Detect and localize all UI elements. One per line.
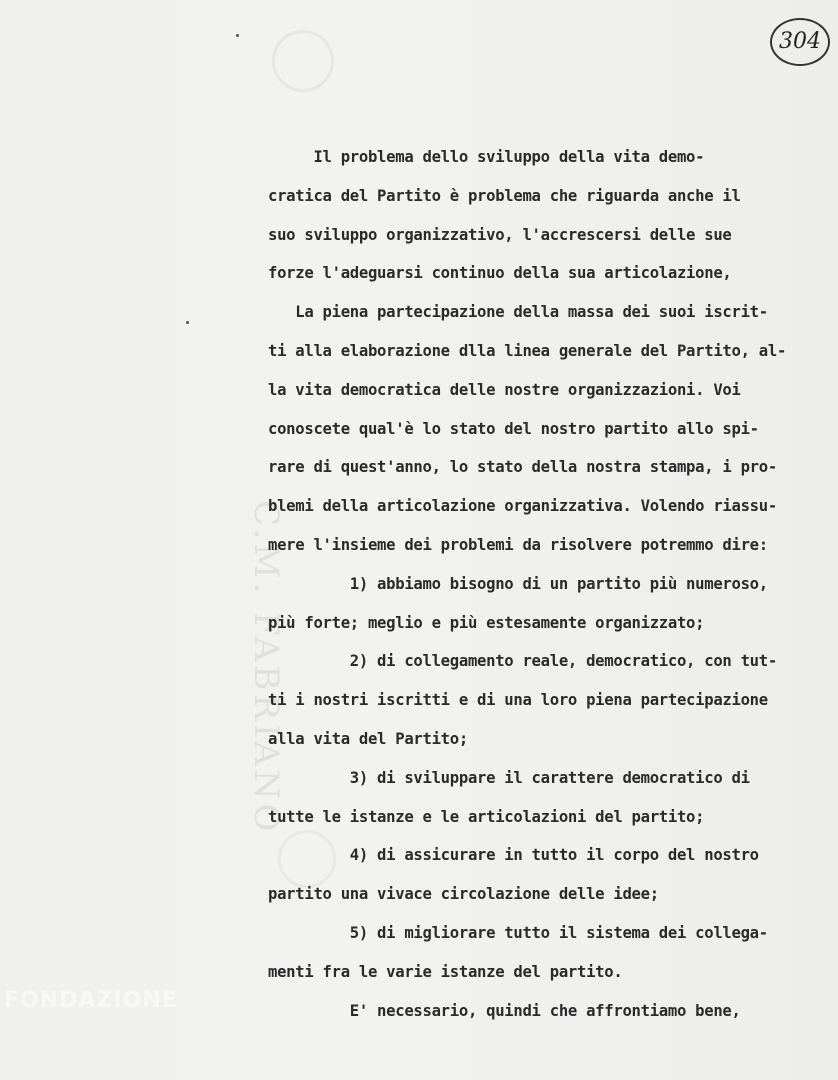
text-line: rare di quest'anno, lo stato della nostra stampa, i pro-: [268, 458, 777, 477]
text-line: ti i nostri iscritti e di una loro piena partecipazione: [268, 691, 768, 710]
text-line: alla vita del Partito;: [268, 729, 468, 748]
text-line: conoscete qual'è lo stato del nostro partito allo spi-: [268, 419, 759, 438]
text-line: 2) di collegamento reale, democratico, con tut-: [268, 652, 777, 671]
text-line: cratica del Partito è problema che riguarda anche il: [268, 186, 741, 205]
handwritten-page-number: 304: [770, 18, 830, 66]
text-line: 3) di sviluppare il carattere democratico di: [268, 768, 750, 787]
text-line: menti fra le varie istanze del partito.: [268, 962, 623, 981]
text-line: 4) di assicurare in tutto il corpo del nostro: [268, 846, 759, 865]
text-line: E' necessario, quindi che affrontiamo bene,: [268, 1001, 741, 1020]
text-line: mere l'insieme dei problemi da risolvere potremmo dire:: [268, 535, 768, 554]
archive-watermark: FONDAZIONE: [4, 988, 178, 1013]
speck: [236, 34, 239, 37]
speck: [186, 321, 189, 324]
text-line: 1) abbiamo bisogno di un partito più numeroso,: [268, 574, 768, 593]
text-line: partito una vivace circolazione delle idee;: [268, 885, 659, 904]
text-line: 5) di migliorare tutto il sistema dei collega-: [268, 923, 768, 942]
text-line: tutte le istanze e le articolazioni del partito;: [268, 807, 705, 826]
text-line: Il problema dello sviluppo della vita demo-: [268, 148, 705, 166]
paper-watermark: C.M. FABRIANO: [246, 500, 286, 836]
text-line: forze l'adeguarsi continuo della sua articolazione,: [268, 264, 732, 283]
text-line: più forte; meglio e più estesamente organizzato;: [268, 613, 705, 632]
text-line: suo sviluppo organizzativo, l'accrescersi delle sue: [268, 225, 732, 244]
text-line: ti alla elaborazione dlla linea generale del Partito, al-: [268, 341, 787, 360]
text-line: blemi della articolazione organizzativa. Volendo riassu-: [268, 497, 777, 516]
typed-text-block: [268, 138, 824, 1030]
text-line: la vita democratica delle nostre organizzazioni. Voi: [268, 380, 741, 399]
text-line: La piena partecipazione della massa dei suoi iscrit-: [268, 303, 768, 322]
faint-seal-top: [272, 30, 334, 92]
